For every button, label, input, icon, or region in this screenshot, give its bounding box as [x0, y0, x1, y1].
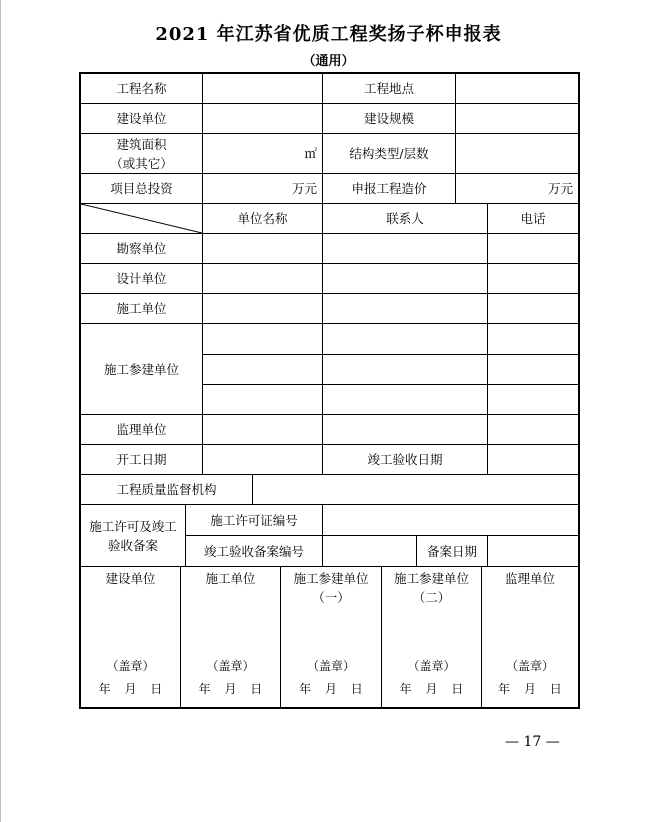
building-area-label-line1: 建筑面积 — [116, 136, 167, 152]
permit-filing-label-line1: 施工许可及竣工 — [89, 518, 177, 534]
structure-floors-field[interactable] — [456, 134, 578, 174]
phone-header: 电话 — [488, 204, 578, 234]
signature-title: 施工参建单位 — [393, 571, 469, 586]
contact-header: 联系人 — [323, 204, 488, 234]
permit-number-field[interactable] — [323, 505, 578, 536]
project-location-field[interactable] — [456, 74, 578, 104]
investment-unit: 万元 — [291, 181, 317, 196]
permit-number-label: 施工许可证编号 — [186, 505, 323, 536]
total-investment-label: 项目总投资 — [81, 174, 203, 204]
start-date-field[interactable] — [203, 445, 323, 475]
permit-filing-label — [81, 505, 186, 567]
project-location-label: 工程地点 — [323, 74, 456, 104]
construction-scale-label: 建设规模 — [323, 104, 456, 134]
building-area-label-line2: （或其它） — [110, 155, 173, 171]
supervision-contact-field[interactable] — [323, 415, 488, 445]
total-investment-field[interactable] — [203, 174, 323, 204]
participating-2-contact-field[interactable] — [323, 355, 488, 385]
signature-box-construction-company[interactable] — [181, 567, 281, 707]
filing-date-field[interactable] — [488, 536, 578, 567]
participating-3-phone-field[interactable] — [488, 385, 578, 415]
participating-3-name-field[interactable] — [203, 385, 323, 415]
construction-phone-field[interactable] — [488, 294, 578, 324]
signature-title: 施工单位 — [205, 571, 256, 586]
signature-subtitle: （一） — [312, 590, 350, 605]
signature-box-supervision-unit[interactable] — [482, 567, 578, 707]
seal-label: （盖章） — [306, 659, 355, 673]
seal-label: （盖章） — [505, 659, 554, 673]
project-name-field[interactable] — [203, 74, 323, 104]
page-number: — 17 — — [505, 734, 560, 750]
quality-agency-label: 工程质量监督机构 — [81, 475, 253, 505]
construction-company-label: 施工单位 — [81, 294, 203, 324]
seal-label: （盖章） — [106, 659, 155, 673]
date-label: 年 月 日 — [399, 682, 464, 696]
design-contact-field[interactable] — [323, 264, 488, 294]
date-label: 年 月 日 — [198, 682, 263, 696]
declared-cost-field[interactable] — [456, 174, 578, 204]
date-label: 年 月 日 — [98, 682, 163, 696]
completion-acceptance-date-field[interactable] — [488, 445, 578, 475]
signature-box-participating-1[interactable] — [281, 567, 382, 707]
completion-acceptance-date-label: 竣工验收日期 — [323, 445, 488, 475]
participating-1-contact-field[interactable] — [323, 324, 488, 355]
participating-2-name-field[interactable] — [203, 355, 323, 385]
signature-title: 施工参建单位 — [293, 571, 369, 586]
diagonal-header-cell — [81, 204, 203, 234]
building-area-field[interactable] — [203, 134, 323, 174]
design-unit-name-field[interactable] — [203, 264, 323, 294]
survey-unit-name-field[interactable] — [203, 234, 323, 264]
date-label: 年 月 日 — [299, 682, 363, 696]
signature-subtitle: （二） — [412, 590, 451, 605]
form-subtitle: （通用） — [302, 54, 355, 69]
quality-agency-field[interactable] — [253, 475, 578, 505]
supervision-unit-name-field[interactable] — [203, 415, 323, 445]
signature-title: 监理单位 — [504, 571, 555, 586]
seal-label: （盖章） — [206, 659, 255, 673]
construction-contact-field[interactable] — [323, 294, 488, 324]
participating-unit-label: 施工参建单位 — [81, 324, 203, 415]
application-form-table — [79, 72, 580, 709]
construction-scale-field[interactable] — [456, 104, 578, 134]
signature-box-participating-2[interactable] — [382, 567, 482, 707]
construction-company-name-field[interactable] — [203, 294, 323, 324]
diagonal-line — [81, 204, 202, 233]
cost-unit: 万元 — [547, 181, 573, 196]
filing-number-field[interactable] — [323, 536, 417, 567]
page-edge — [0, 0, 1, 822]
area-unit: ㎡ — [304, 146, 317, 161]
form-title: 2021 年江苏省优质工程奖扬子杯申报表 — [155, 24, 502, 45]
survey-phone-field[interactable] — [488, 234, 578, 264]
signature-title: 建设单位 — [105, 571, 156, 586]
construction-unit-label: 建设单位 — [81, 104, 203, 134]
construction-unit-field[interactable] — [203, 104, 323, 134]
project-name-label: 工程名称 — [81, 74, 203, 104]
date-label: 年 月 日 — [498, 682, 562, 696]
supervision-phone-field[interactable] — [488, 415, 578, 445]
design-phone-field[interactable] — [488, 264, 578, 294]
structure-floors-label: 结构类型/层数 — [323, 134, 456, 174]
unit-name-header: 单位名称 — [203, 204, 323, 234]
start-date-label: 开工日期 — [81, 445, 203, 475]
permit-filing-label-line2: 验收备案 — [107, 537, 158, 553]
building-area-label — [81, 134, 203, 174]
filing-number-label: 竣工验收备案编号 — [186, 536, 323, 567]
declared-cost-label: 申报工程造价 — [323, 174, 456, 204]
seal-label: （盖章） — [407, 659, 456, 673]
filing-date-label: 备案日期 — [417, 536, 488, 567]
survey-contact-field[interactable] — [323, 234, 488, 264]
design-unit-label: 设计单位 — [81, 264, 203, 294]
participating-1-name-field[interactable] — [203, 324, 323, 355]
survey-unit-label: 勘察单位 — [81, 234, 203, 264]
signature-box-construction-unit[interactable] — [81, 567, 181, 707]
participating-2-phone-field[interactable] — [488, 355, 578, 385]
supervision-unit-label: 监理单位 — [81, 415, 203, 445]
participating-1-phone-field[interactable] — [488, 324, 578, 355]
participating-3-contact-field[interactable] — [323, 385, 488, 415]
